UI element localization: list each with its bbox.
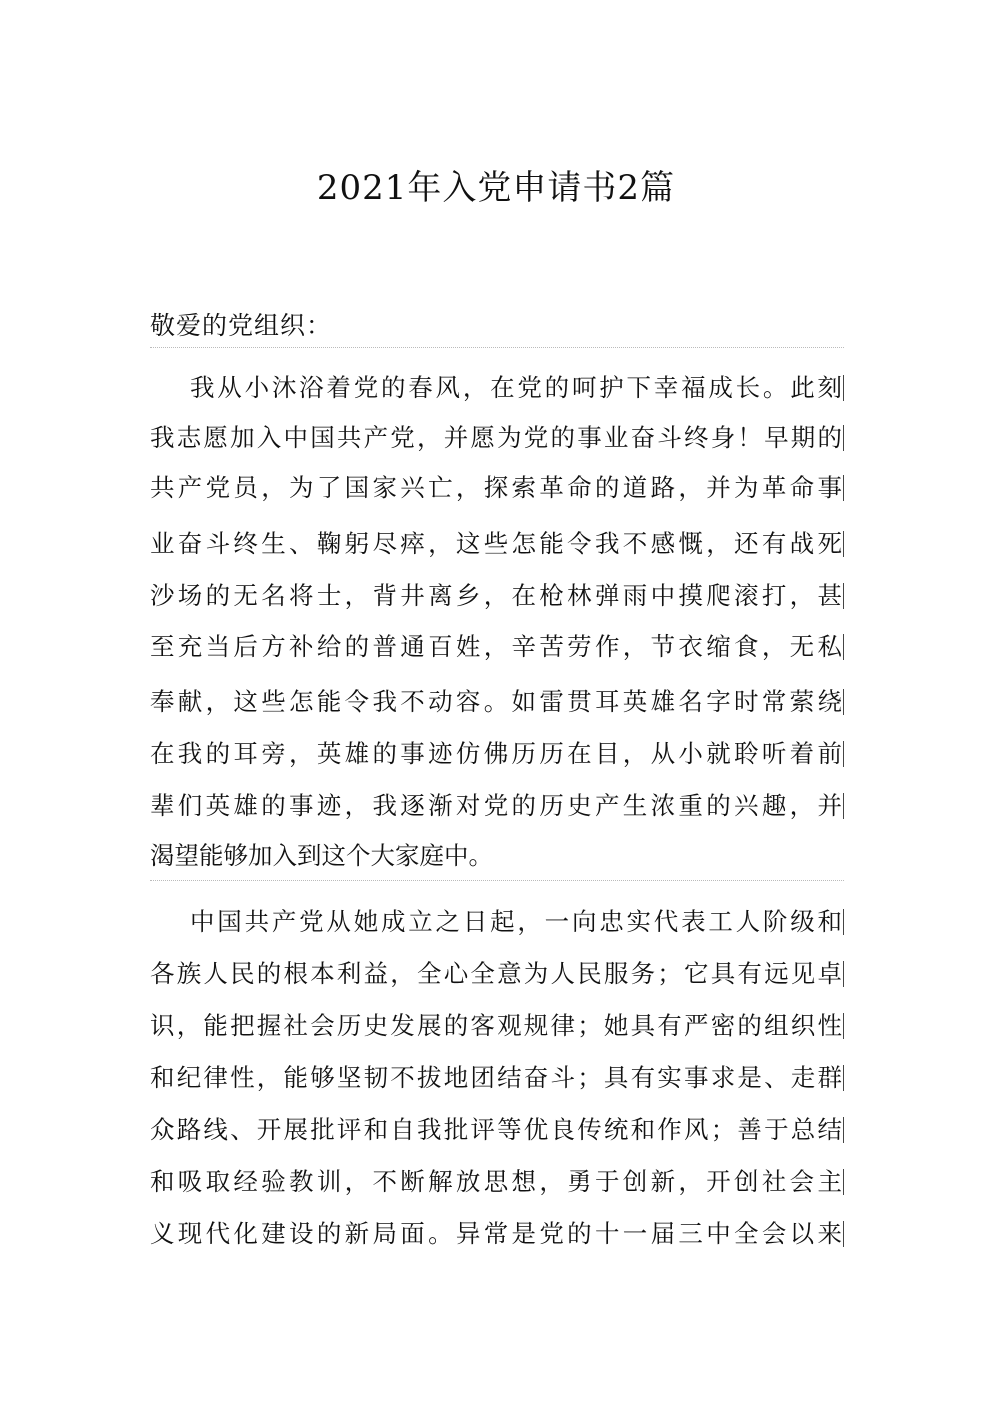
document-title: 2021年入党申请书2篇 bbox=[316, 168, 676, 208]
margin-mark bbox=[843, 475, 844, 501]
paragraph-line: 和吸取经验教训，不断解放思想，勇于创新，开创社会主 bbox=[150, 1167, 842, 1196]
paragraph-line: 义现代化建设的新局面。异常是党的十一届三中全会以来 bbox=[150, 1219, 842, 1248]
paragraph-line: 至充当后方补给的普通百姓，辛苦劳作，节衣缩食，无私 bbox=[150, 632, 842, 661]
paragraph-line: 辈们英雄的事迹，我逐渐对党的历史产生浓重的兴趣，并 bbox=[150, 791, 842, 820]
paragraph-line: 和纪律性，能够坚韧不拔地团结奋斗；具有实事求是、走群 bbox=[150, 1063, 842, 1092]
margin-mark bbox=[843, 1169, 844, 1195]
margin-mark bbox=[843, 1013, 844, 1039]
margin-mark bbox=[843, 741, 844, 767]
paragraph-line: 共产党员，为了国家兴亡，探索革命的道路，并为革命事 bbox=[150, 473, 842, 502]
margin-mark bbox=[843, 583, 844, 609]
margin-mark bbox=[843, 1117, 844, 1143]
paragraph-line: 各族人民的根本利益，全心全意为人民服务；它具有远见卓 bbox=[150, 959, 842, 988]
margin-mark bbox=[843, 689, 844, 715]
paragraph-line: 中国共产党从她成立之日起，一向忠实代表工人阶级和 bbox=[190, 907, 842, 936]
paragraph-line: 在我的耳旁，英雄的事迹仿佛历历在目，从小就聆听着前 bbox=[150, 739, 842, 768]
paragraph-line: 沙场的无名将士，背井离乡，在枪林弹雨中摸爬滚打，甚 bbox=[150, 581, 842, 610]
paragraph-line: 我志愿加入中国共产党，并愿为党的事业奋斗终身！早期的 bbox=[150, 423, 842, 452]
margin-mark bbox=[843, 531, 844, 557]
paragraph-separator bbox=[150, 880, 844, 881]
greeting: 敬爱的党组织： bbox=[150, 311, 333, 340]
paragraph-line: 渴望能够加入到这个大家庭中。 bbox=[150, 841, 493, 870]
margin-mark bbox=[843, 425, 844, 451]
paragraph-line: 众路线、开展批评和自我批评等优良传统和作风；善于总结 bbox=[150, 1115, 842, 1144]
margin-mark bbox=[843, 1221, 844, 1247]
paragraph-line: 识，能把握社会历史发展的客观规律；她具有严密的组织性 bbox=[150, 1011, 842, 1040]
margin-mark bbox=[843, 909, 844, 935]
paragraph-line: 业奋斗终生、鞠躬尽瘁，这些怎能令我不感慨，还有战死 bbox=[150, 529, 842, 558]
margin-mark bbox=[843, 1065, 844, 1091]
paragraph-separator bbox=[150, 347, 844, 348]
margin-mark bbox=[843, 634, 844, 660]
margin-mark bbox=[843, 793, 844, 819]
paragraph-line: 我从小沐浴着党的春风，在党的呵护下幸福成长。此刻 bbox=[190, 373, 842, 402]
margin-mark bbox=[843, 375, 844, 401]
margin-mark bbox=[843, 961, 844, 987]
paragraph-line: 奉献，这些怎能令我不动容。如雷贯耳英雄名字时常萦绕 bbox=[150, 687, 842, 716]
